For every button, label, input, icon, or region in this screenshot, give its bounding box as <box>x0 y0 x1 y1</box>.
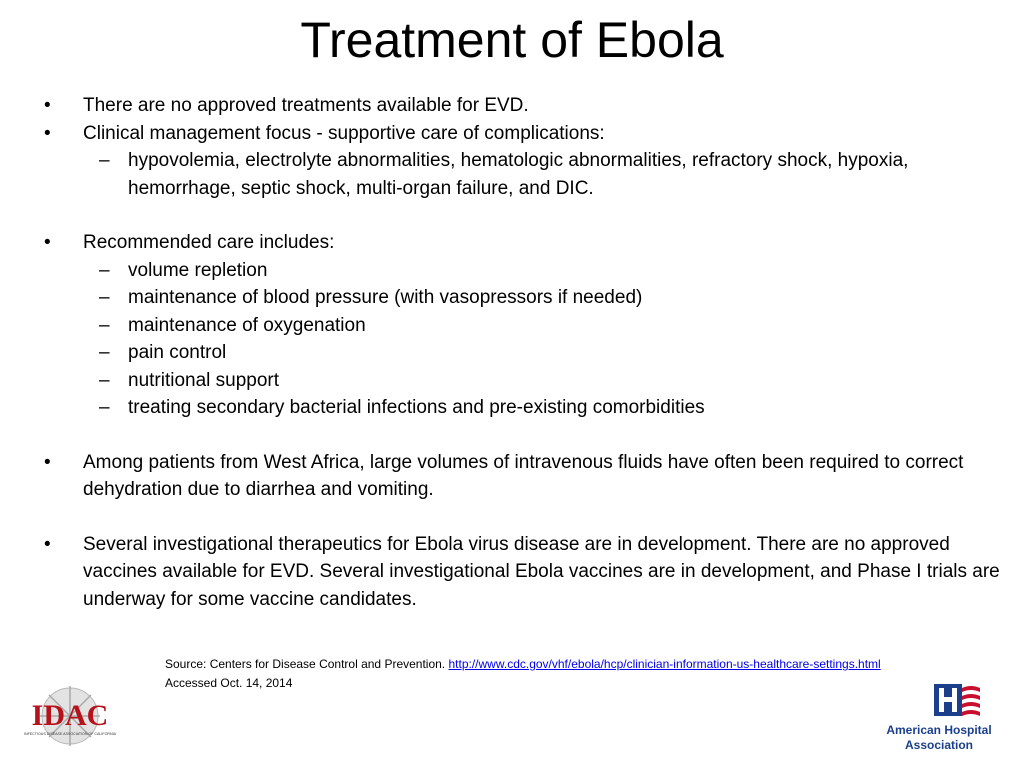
source-prefix: Source: Centers for Disease Control and Prevention. <box>165 657 446 671</box>
bullet-mark: • <box>44 232 51 253</box>
sub-bullet-text: pain control <box>128 342 227 363</box>
sub-bullet-item <box>44 367 1004 395</box>
aha-line1: American Hospital <box>886 723 992 737</box>
sub-bullet-text: nutritional support <box>128 369 280 391</box>
bullet-text: Several investigational therapeutics for Ebola virus disease are in development. There are no approved vaccines available for EVD. Several investigational Ebola vaccines are in development, and Phase I trials are underway for some vaccine candidates. <box>83 533 1000 610</box>
bullet-mark: • <box>44 451 51 473</box>
sub-bullet-item <box>44 147 1004 202</box>
source-citation <box>165 655 885 693</box>
aha-wordmark <box>884 723 994 753</box>
aha-line2: Association <box>904 738 973 752</box>
slide-title: Treatment of Ebola <box>300 12 724 68</box>
bullet-item <box>44 229 1004 257</box>
sub-bullet-text: volume repletion <box>128 259 268 281</box>
bullet-item <box>44 531 1004 614</box>
dash-mark: – <box>99 287 110 308</box>
idac-subtitle: INFECTIOUS DISEASE ASSOCIATION OF CALIFORNIA <box>24 732 116 736</box>
bullet-mark: • <box>44 533 51 555</box>
dash-mark: – <box>99 314 110 336</box>
idac-logo-graphic <box>14 686 126 748</box>
aha-logo <box>884 682 994 754</box>
sub-bullet-text: hypovolemia, electrolyte abnormalities, hematologic abnormalities, refractory shock, hypoxia, hemorrhage, septic shock, multi-organ failure, and DIC. <box>128 150 909 199</box>
dash-mark: – <box>99 150 110 171</box>
sub-bullet-item <box>44 257 1004 285</box>
bullet-text: Among patients from West Africa, large volumes of intravenous fluids have often been required to correct dehydration due to diarrhea and vomiting. <box>83 451 964 500</box>
aha-flag-icon <box>884 682 994 724</box>
sub-bullet-text: treating secondary bacterial infections and pre-existing comorbidities <box>128 397 705 418</box>
dash-mark: – <box>99 259 110 281</box>
source-link[interactable]: http://www.cdc.gov/vhf/ebola/hcp/clinician-information-us-healthcare-settings.html <box>448 657 881 671</box>
sub-bullet-item <box>44 394 1004 422</box>
sub-bullet-item <box>44 284 1004 312</box>
bullet-mark: • <box>44 122 51 144</box>
idac-name: IDAC <box>31 699 109 732</box>
sub-bullet-text: maintenance of oxygenation <box>128 314 366 336</box>
bullet-item <box>44 120 1004 148</box>
idac-logo <box>14 686 126 748</box>
bullet-mark: • <box>44 95 51 116</box>
dash-mark: – <box>99 342 110 363</box>
sub-bullet-text: maintenance of blood pressure (with vasopressors if needed) <box>128 287 643 308</box>
slide-content <box>44 92 1004 613</box>
dash-mark: – <box>99 397 110 418</box>
dash-mark: – <box>99 369 110 391</box>
bullet-text: There are no approved treatments available for EVD. <box>83 95 529 116</box>
bullet-text: Clinical management focus - supportive care of complications: <box>83 122 605 144</box>
sub-bullet-item <box>44 312 1004 340</box>
bullet-item <box>44 449 1004 504</box>
source-accessed: Accessed Oct. 14, 2014 <box>165 676 293 690</box>
sub-bullet-item <box>44 339 1004 367</box>
bullet-text: Recommended care includes: <box>83 232 335 253</box>
bullet-item <box>44 92 1004 120</box>
